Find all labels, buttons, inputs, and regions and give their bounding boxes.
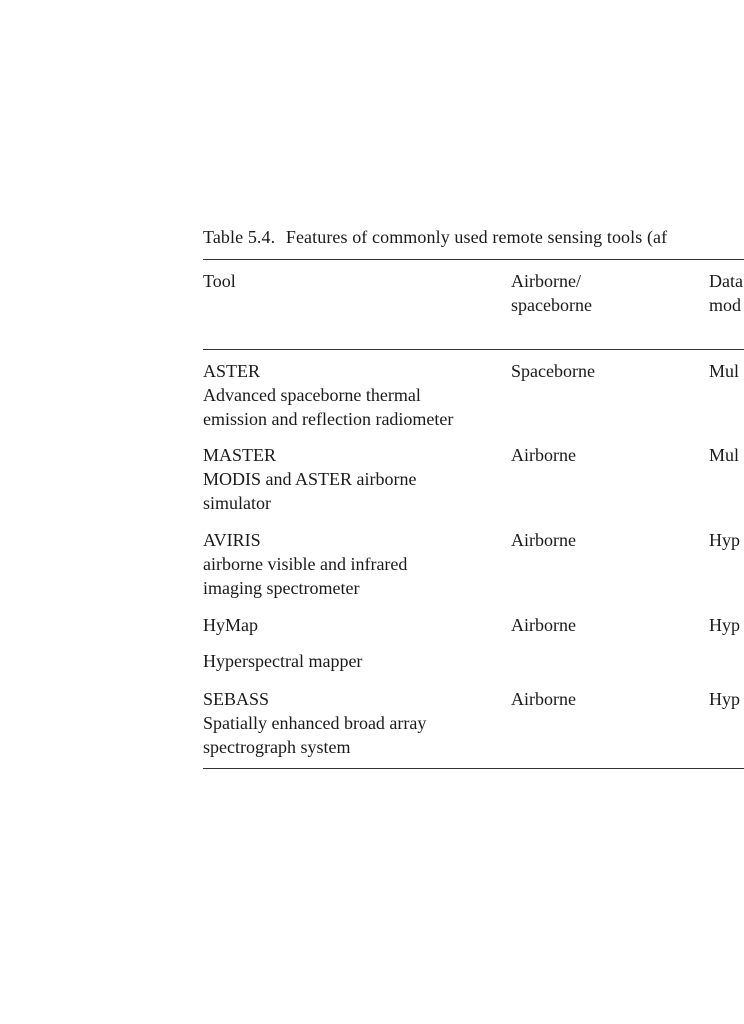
table-row-tool <box>203 528 407 600</box>
table-top-rule <box>203 259 744 260</box>
table-row-tool <box>203 443 416 515</box>
tool-desc-line: spectrograph system <box>203 737 351 757</box>
table-row-data: Hyp <box>709 615 740 635</box>
table-row-data: Hyp <box>709 689 740 709</box>
tool-name: MASTER <box>203 445 277 465</box>
tool-desc-line: emission and reflection radiometer <box>203 409 454 429</box>
tool-desc-line: airborne visible and infrared <box>203 554 408 574</box>
tool-name: SEBASS <box>203 689 270 709</box>
tool-desc-line: MODIS and ASTER airborne <box>203 469 417 489</box>
table-row-platform: Airborne <box>511 689 576 709</box>
table-bottom-rule <box>203 768 744 769</box>
tool-desc-line: simulator <box>203 493 271 513</box>
header-platform-line2: spaceborne <box>511 295 592 315</box>
header-data-line2: mod <box>709 295 742 315</box>
tool-desc-line: Hyperspectral mapper <box>203 651 363 671</box>
table-row-tool <box>203 359 453 431</box>
header-platform-line1: Airborne/ <box>511 271 581 291</box>
header-platform <box>511 269 592 317</box>
table-row-data: Mul <box>709 361 740 381</box>
header-data-line1: Data <box>709 271 743 291</box>
table-row-platform: Spaceborne <box>511 361 595 381</box>
header-data <box>709 269 743 317</box>
table-row-data: Hyp <box>709 530 740 550</box>
table-row-platform: Airborne <box>511 445 576 465</box>
tool-name: HyMap <box>203 615 258 635</box>
tool-name: ASTER <box>203 361 261 381</box>
table-row-tool <box>203 613 362 673</box>
tool-desc-line: imaging spectrometer <box>203 578 360 598</box>
tool-desc-line: Advanced spaceborne thermal <box>203 385 421 405</box>
table-row-tool <box>203 687 426 759</box>
table-row-platform: Airborne <box>511 530 576 550</box>
table-row-platform: Airborne <box>511 615 576 635</box>
table-caption <box>203 227 667 248</box>
tool-name: AVIRIS <box>203 530 261 550</box>
table-caption-label: Table 5.4. <box>203 227 276 247</box>
table-row-data: Mul <box>709 445 740 465</box>
table-caption-text: Features of commonly used remote sensing tools (af <box>285 227 668 247</box>
tool-desc-line: Spatially enhanced broad array <box>203 713 427 733</box>
header-tool: Tool <box>203 271 236 291</box>
table-header-rule <box>203 349 744 350</box>
